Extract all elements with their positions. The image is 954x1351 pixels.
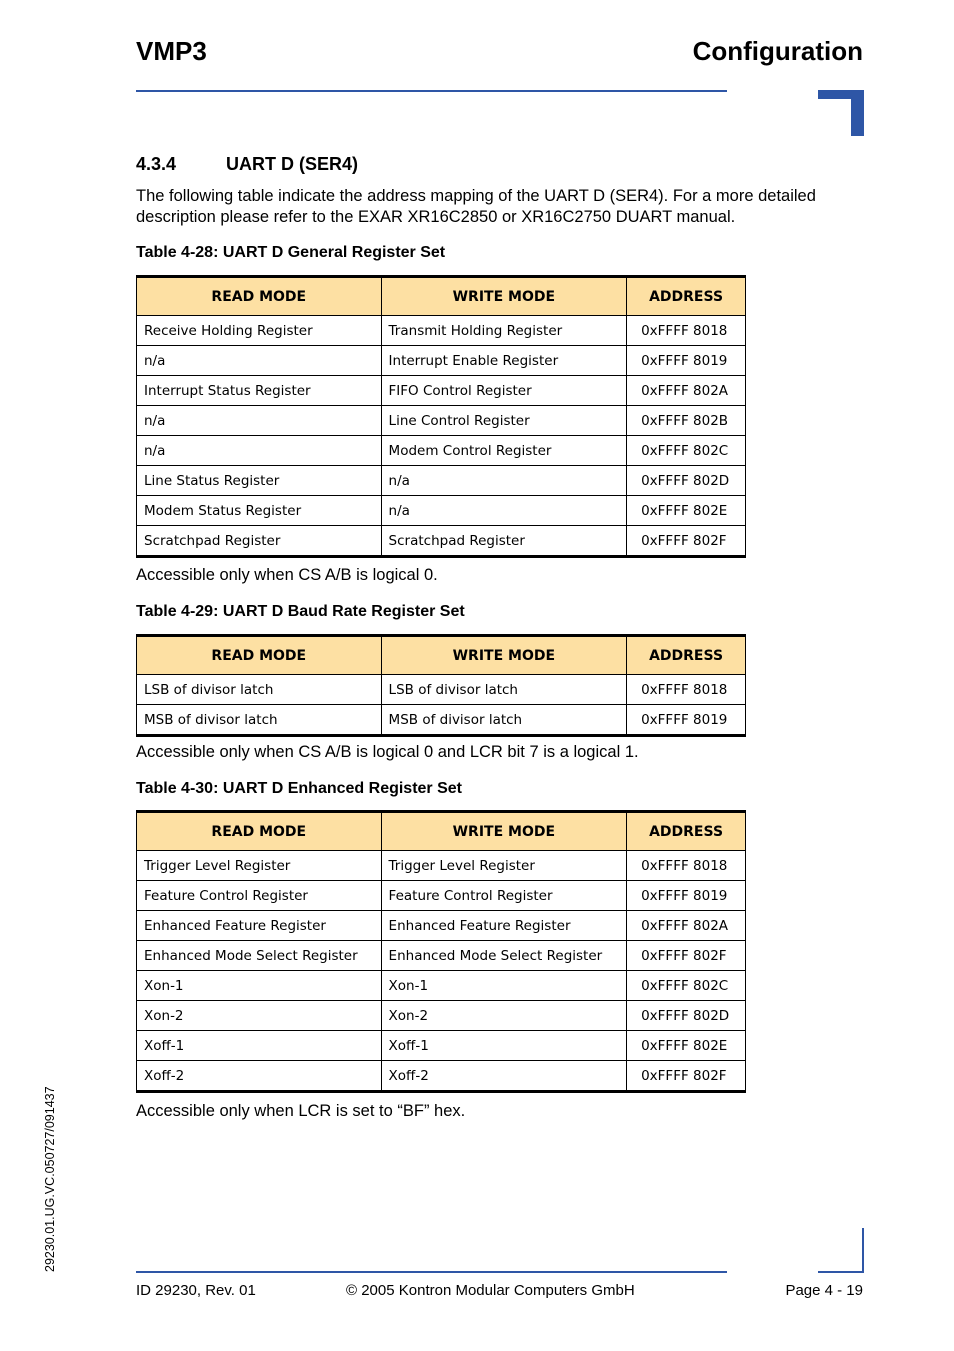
- write-cell: Enhanced Feature Register: [381, 911, 627, 941]
- address-cell: 0xFFFF 8019: [627, 881, 746, 911]
- table-row: [137, 911, 746, 941]
- read-cell: n/a: [137, 346, 382, 376]
- table-row: [137, 705, 746, 736]
- table-row: [137, 851, 746, 881]
- header-right-title: Configuration: [692, 36, 863, 66]
- table-row: [137, 436, 746, 466]
- table-row: [137, 675, 746, 705]
- table-row: [137, 941, 746, 971]
- write-cell: Scratchpad Register: [381, 526, 627, 557]
- register-table-baud-rate: [136, 634, 746, 737]
- write-cell: Transmit Holding Register: [381, 316, 627, 346]
- read-cell: Modem Status Register: [137, 496, 382, 526]
- column-header-read: READ MODE: [137, 636, 382, 675]
- corner-mark-bottom: [862, 1228, 864, 1273]
- table-note: Accessible only when CS A/B is logical 0.: [136, 566, 438, 584]
- address-cell: 0xFFFF 802E: [627, 1031, 746, 1061]
- column-header-read: READ MODE: [137, 277, 382, 316]
- header-rule: [136, 90, 727, 92]
- read-cell: LSB of divisor latch: [137, 675, 382, 705]
- table-row: [137, 881, 746, 911]
- column-header-address: ADDRESS: [627, 812, 746, 851]
- address-cell: 0xFFFF 8019: [627, 705, 746, 736]
- column-header-write: WRITE MODE: [381, 277, 627, 316]
- address-cell: 0xFFFF 8019: [627, 346, 746, 376]
- section-title-text: UART D (SER4): [226, 154, 359, 174]
- write-cell: Feature Control Register: [381, 881, 627, 911]
- write-cell: Xon-2: [381, 1001, 627, 1031]
- corner-mark-bottom-rule: [818, 1271, 864, 1273]
- read-cell: Xon-2: [137, 1001, 382, 1031]
- write-cell: FIFO Control Register: [381, 376, 627, 406]
- address-cell: 0xFFFF 802D: [627, 1001, 746, 1031]
- address-cell: 0xFFFF 8018: [627, 675, 746, 705]
- column-header-address: ADDRESS: [627, 636, 746, 675]
- address-cell: 0xFFFF 802C: [627, 436, 746, 466]
- intro-paragraph: The following table indicate the address mapping of the UART D (SER4). For a more detailed description please refer to the EXAR XR16C2850 or XR16C2750 DUART manual.: [136, 187, 816, 226]
- section-number: 4.3.4: [136, 154, 177, 174]
- write-cell: MSB of divisor latch: [381, 705, 627, 736]
- table-row: [137, 346, 746, 376]
- address-cell: 0xFFFF 802A: [627, 911, 746, 941]
- read-cell: n/a: [137, 436, 382, 466]
- table-row: [137, 466, 746, 496]
- address-cell: 0xFFFF 802C: [627, 971, 746, 1001]
- table-row: [137, 1001, 746, 1031]
- table-row: [137, 526, 746, 557]
- write-cell: Enhanced Mode Select Register: [381, 941, 627, 971]
- column-header-write: WRITE MODE: [381, 812, 627, 851]
- address-cell: 0xFFFF 8018: [627, 316, 746, 346]
- table-row: [137, 376, 746, 406]
- address-cell: 0xFFFF 802D: [627, 466, 746, 496]
- read-cell: Xoff-2: [137, 1061, 382, 1092]
- table-note: Accessible only when LCR is set to “BF” hex.: [136, 1102, 466, 1120]
- table-row: [137, 1031, 746, 1061]
- address-cell: 0xFFFF 802A: [627, 376, 746, 406]
- address-cell: 0xFFFF 802E: [627, 496, 746, 526]
- side-document-id: 29230.01.UG.VC.050727/091437: [43, 1086, 57, 1272]
- table-caption: Table 4-30: UART D Enhanced Register Set: [136, 780, 462, 797]
- write-cell: Xoff-2: [381, 1061, 627, 1092]
- read-cell: Scratchpad Register: [137, 526, 382, 557]
- table-row: [137, 496, 746, 526]
- write-cell: LSB of divisor latch: [381, 675, 627, 705]
- corner-mark-top: [818, 90, 864, 136]
- column-header-address: ADDRESS: [627, 277, 746, 316]
- column-header-read: READ MODE: [137, 812, 382, 851]
- header-left-title: VMP3: [136, 36, 207, 66]
- address-cell: 0xFFFF 802F: [627, 941, 746, 971]
- read-cell: Receive Holding Register: [137, 316, 382, 346]
- read-cell: Line Status Register: [137, 466, 382, 496]
- read-cell: Xon-1: [137, 971, 382, 1001]
- write-cell: Modem Control Register: [381, 436, 627, 466]
- table-caption: Table 4-29: UART D Baud Rate Register Set: [136, 603, 465, 620]
- write-cell: n/a: [381, 496, 627, 526]
- write-cell: n/a: [381, 466, 627, 496]
- read-cell: MSB of divisor latch: [137, 705, 382, 736]
- footer-page-number: Page 4 - 19: [785, 1282, 863, 1299]
- write-cell: Xoff-1: [381, 1031, 627, 1061]
- table-caption: Table 4-28: UART D General Register Set: [136, 244, 446, 261]
- read-cell: n/a: [137, 406, 382, 436]
- address-cell: 0xFFFF 802B: [627, 406, 746, 436]
- write-cell: Interrupt Enable Register: [381, 346, 627, 376]
- address-cell: 0xFFFF 8018: [627, 851, 746, 881]
- table-row: [137, 971, 746, 1001]
- write-cell: Line Control Register: [381, 406, 627, 436]
- section-heading: [136, 154, 358, 175]
- read-cell: Interrupt Status Register: [137, 376, 382, 406]
- register-table-enhanced: [136, 810, 746, 1093]
- footer-copyright: © 2005 Kontron Modular Computers GmbH: [346, 1282, 635, 1299]
- read-cell: Enhanced Mode Select Register: [137, 941, 382, 971]
- table-row: [137, 316, 746, 346]
- write-cell: Xon-1: [381, 971, 627, 1001]
- table-row: [137, 1061, 746, 1092]
- read-cell: Xoff-1: [137, 1031, 382, 1061]
- column-header-write: WRITE MODE: [381, 636, 627, 675]
- table-note: Accessible only when CS A/B is logical 0 and LCR bit 7 is a logical 1.: [136, 743, 639, 761]
- read-cell: Enhanced Feature Register: [137, 911, 382, 941]
- register-table-general: [136, 275, 746, 558]
- address-cell: 0xFFFF 802F: [627, 526, 746, 557]
- write-cell: Trigger Level Register: [381, 851, 627, 881]
- read-cell: Feature Control Register: [137, 881, 382, 911]
- table-row: [137, 406, 746, 436]
- footer-document-id: ID 29230, Rev. 01: [136, 1282, 256, 1299]
- read-cell: Trigger Level Register: [137, 851, 382, 881]
- address-cell: 0xFFFF 802F: [627, 1061, 746, 1092]
- footer-rule: [136, 1271, 727, 1273]
